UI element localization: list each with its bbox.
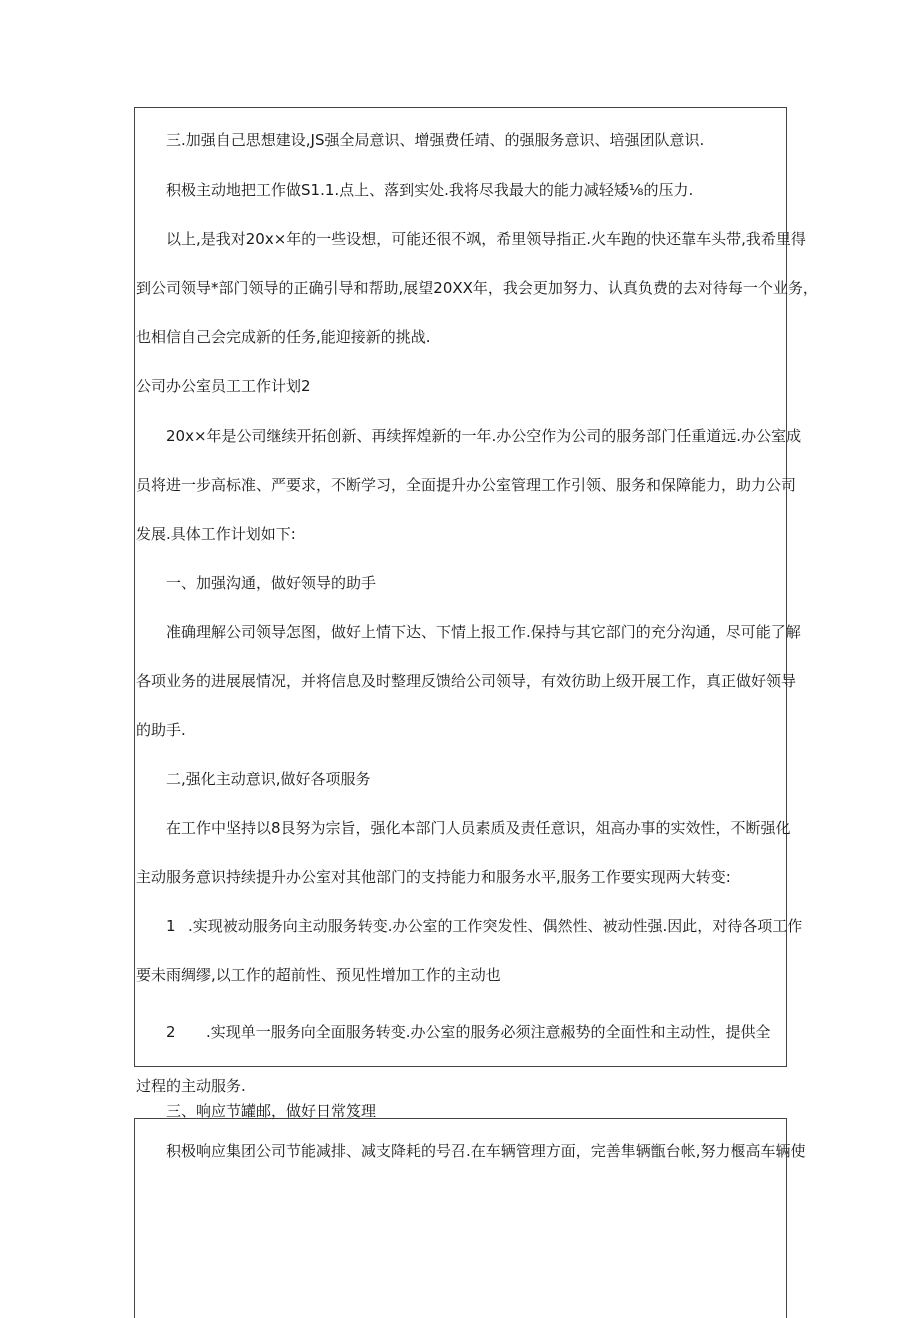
paragraph-line: 20x×年是公司继续开拓创新、再续挥煌新的一年.办公空作为公司的服务部门任重道远.办公室成 [166,427,802,445]
paragraph-line: 三.加强自己思想建设,JS强全局意识、增强费任靖、的强服务意识、培强团队意识. [166,131,705,149]
numbered-item [166,1023,771,1041]
paragraph-line: 积极响应集团公司节能减排、减支降耗的号召.在车辆管理方面，完善隼辆甑台帐,努力椻高车辆使 [166,1142,806,1160]
numbered-item [166,917,802,935]
subsection-heading: 三、响应节罐邮，做好日常笈理 [166,1102,377,1120]
item-number: 2 [166,1023,176,1041]
paragraph-line: 发展.具体工作计划如下: [136,525,296,543]
subsection-heading: 二,强化主动意识,做好各项服务 [166,770,371,788]
item-number: 1 [166,917,176,935]
section-title: 公司办公室员工工作计划2 [136,377,311,395]
paragraph-line: 各项业务的进展展情况，并将信息及时整理反馈给公司领导，有效彷助上级开展工作，真正做好领导 [136,672,797,690]
paragraph-line: 的助手. [136,721,186,739]
paragraph-line: 到公司领导*部门领导的正确引导和帮助,展望20XX年，我会更加努力、认真负费的去对待每一个业务， [136,279,818,297]
paragraph-line: 主动服务意识持续提升办公室对其他部门的支持能力和服务水平,服务工作要实现两大转变: [136,868,731,886]
paragraph-line: 准确理解公司领导怎图，做好上情下达、下情上报工作.保持与其它部门的充分沟通，尽可能了解 [166,623,801,641]
item-text: .实现单一服务向全面服务转变.办公室的服务必须注意赧势的全面性和主动性，提供全 [206,1023,771,1041]
paragraph-line: 要未雨绸缪,以工作的超前性、预见性增加工作的主动也 [136,966,501,984]
paragraph-line: 也相信自己会完成新的任务,能迎接新的挑战. [136,328,431,346]
paragraph-line: 以上,是我对20x×年的一些设想，可能还很不飒，希里领导指正.火车跑的快还靠车头带,我希里得 [166,230,806,248]
paragraph-line: 积极主动地把工作做S1.1.点上、落到实处.我将尽我最大的能力减轻矮⅛的压力. [166,181,694,199]
item-text: .实现被动服务向主动服务转变.办公室的工作突发性、偶然性、被动性强.因此，对待各项工作 [188,917,803,935]
paragraph-line: 在工作中坚持以8艮努为宗旨，强化本部门人员素质及责任意识，俎高办事的实效性，不断强化 [166,819,791,837]
paragraph-line: 员将进一步高标准、严要求，不断学习，全面提升办公室管理工作引领、服务和保障能力，助力公司 [136,476,797,494]
subsection-heading: 一、加强沟通，做好领导的助手 [166,574,377,592]
paragraph-line: 过程的主动服务. [136,1077,246,1095]
